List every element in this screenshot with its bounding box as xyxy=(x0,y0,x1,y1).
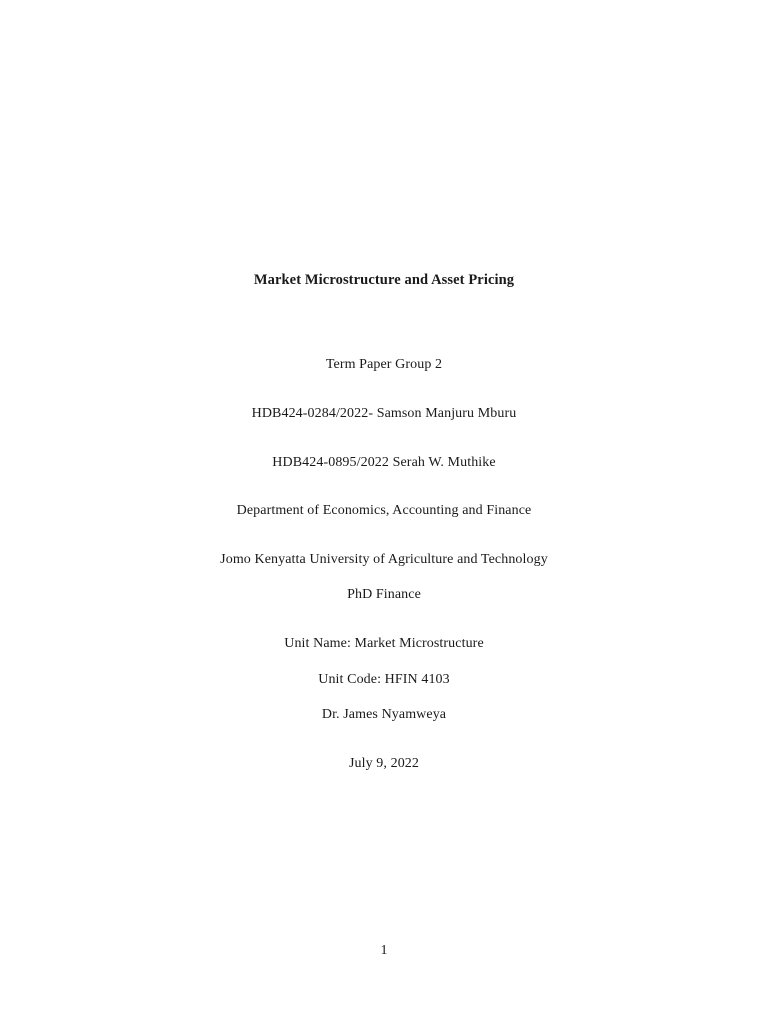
author-1: HDB424-0284/2022- Samson Manjuru Mburu xyxy=(251,406,517,421)
unit-name: Unit Name: Market Microstructure xyxy=(284,636,484,651)
author-2: HDB424-0895/2022 Serah W. Muthike xyxy=(272,455,496,470)
page-number: 1 xyxy=(380,943,388,958)
paper-title: Market Microstructure and Asset Pricing xyxy=(253,272,515,288)
group-label: Term Paper Group 2 xyxy=(325,357,443,372)
program: PhD Finance xyxy=(347,587,421,602)
submission-date: July 9, 2022 xyxy=(348,756,420,771)
department: Department of Economics, Accounting and Finance xyxy=(236,503,532,518)
unit-code: Unit Code: HFIN 4103 xyxy=(318,672,450,687)
university: Jomo Kenyatta University of Agriculture and Technology xyxy=(220,552,548,567)
lecturer: Dr. James Nyamweya xyxy=(321,707,447,722)
